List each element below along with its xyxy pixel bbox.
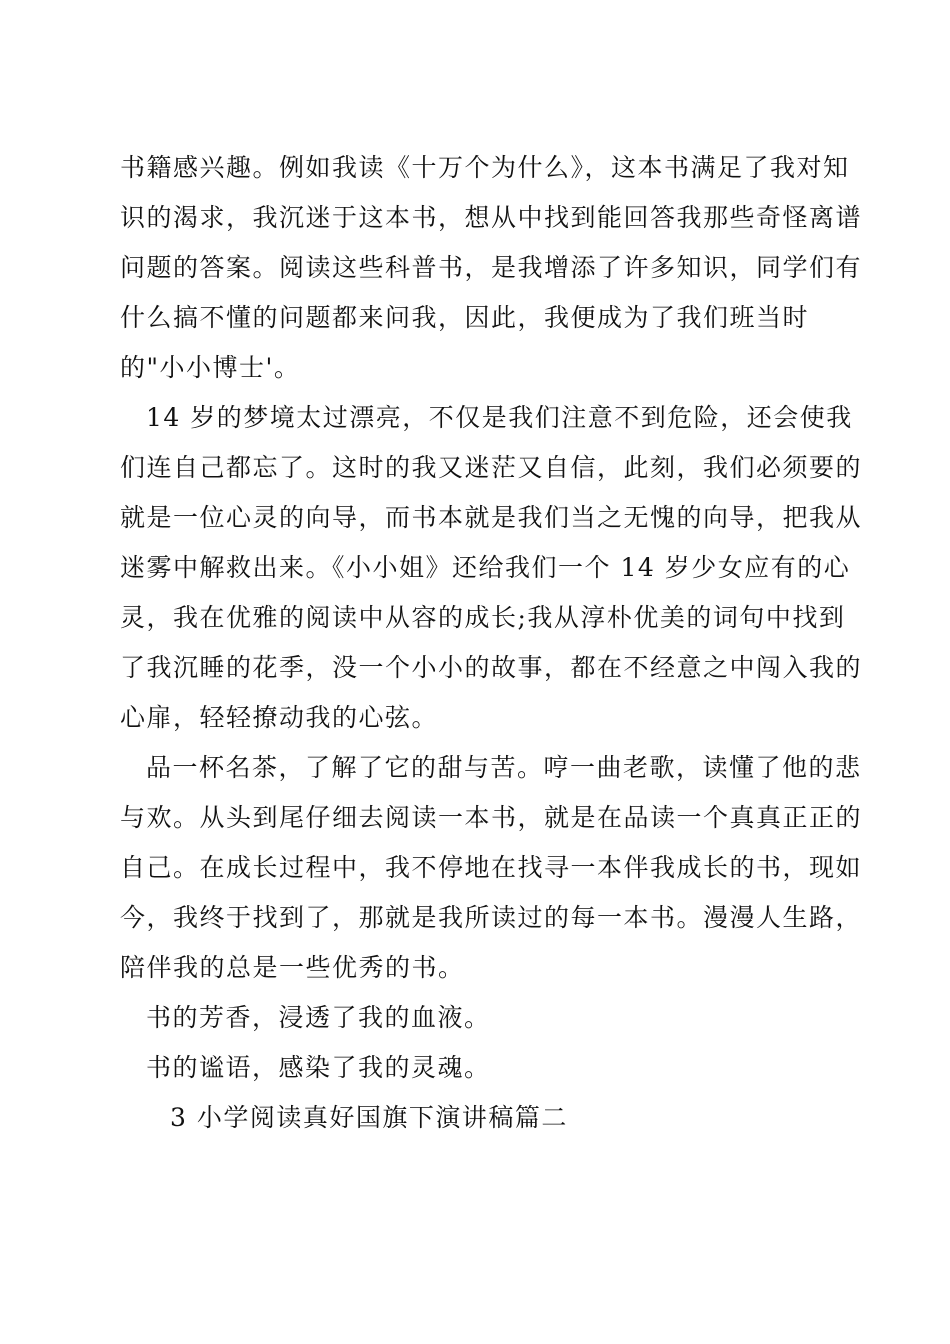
text-line: 的"小小博士'。 [120,353,301,382]
text-line: 灵，我在优雅的阅读中从容的成长;我从淳朴优美的词句中找到 [120,603,846,632]
text-line: 14 岁的梦境太过漂亮，不仅是我们注意不到危险，还会使我 [146,403,853,432]
text-line: 今，我终于找到了，那就是我所读过的每一本书。漫漫人生路， [120,903,863,932]
text-line: 书籍感兴趣。例如我读《十万个为什么》，这本书满足了我对知 [120,153,850,182]
text-line: 问题的答案。阅读这些科普书，是我增添了许多知识，同学们有 [120,253,863,282]
text-line: 识的渴求，我沉迷于这本书，想从中找到能回答我那些奇怪离谱 [120,203,863,232]
text-line: 与欢。从头到尾仔细去阅读一本书，就是在品读一个真真正正的 [120,803,863,832]
text-line: 品一杯名茶，了解了它的甜与苦。哼一曲老歌，读懂了他的悲 [146,753,862,782]
text-line: 书的芳香，浸透了我的血液。 [146,1003,491,1032]
text-line: 书的谧语，感染了我的灵魂。 [146,1053,491,1082]
text-line: 什么搞不懂的问题都来问我，因此，我便成为了我们班当时 [120,303,810,332]
text-line: 心扉，轻轻撩动我的心弦。 [120,703,439,732]
text-line: 陪伴我的总是一些优秀的书。 [120,953,465,982]
text-line: 自己。在成长过程中，我不停地在找寻一本伴我成长的书，现如 [120,853,863,882]
text-line: 迷雾中解救出来。《小小姐》还给我们一个 14 岁少女应有的心 [120,553,851,582]
text-line: 们连自己都忘了。这时的我又迷茫又自信，此刻，我们必须要的 [120,453,863,482]
section-heading: 3 小学阅读真好国旗下演讲稿篇二 [170,1103,568,1132]
text-line: 了我沉睡的花季，没一个小小的故事，都在不经意之中闯入我的 [120,653,863,682]
text-line: 就是一位心灵的向导，而书本就是我们当之无愧的向导，把我从 [120,503,863,532]
